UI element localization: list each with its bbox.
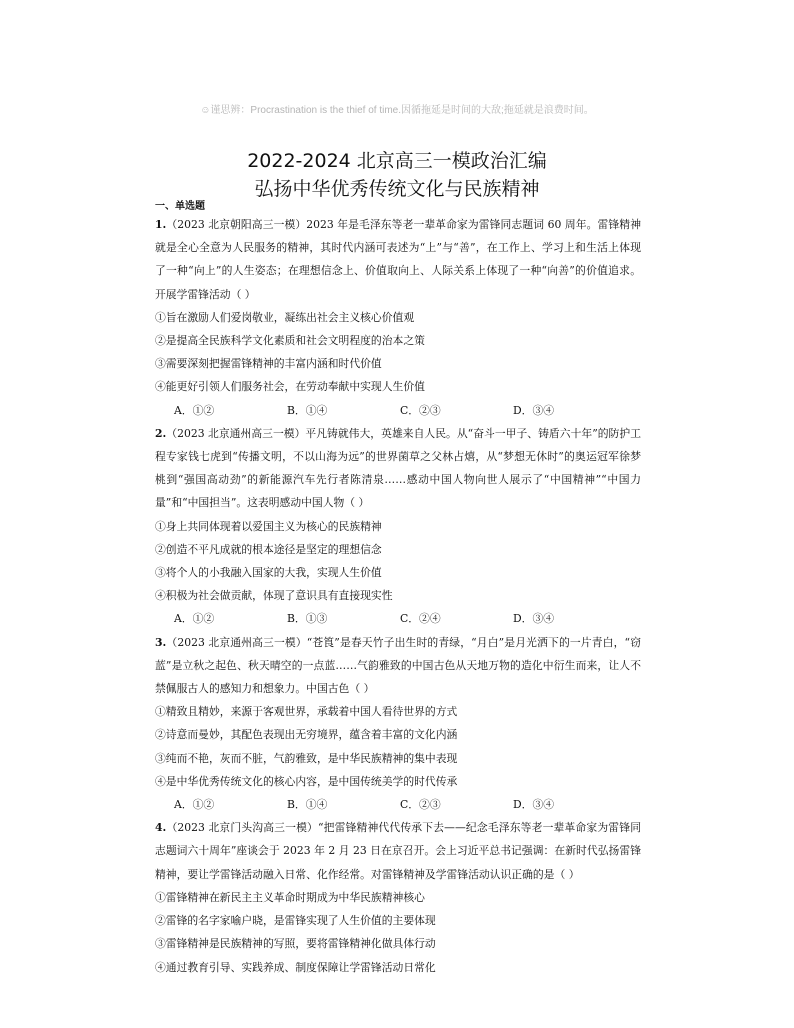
- question-stem: [155, 631, 641, 701]
- question-number: 4.: [155, 821, 167, 835]
- question-stem: [155, 213, 641, 306]
- question-block: [155, 422, 641, 631]
- question-number: 2.: [155, 426, 167, 440]
- answer-option[interactable]: C．②④: [400, 612, 441, 626]
- question-block: [155, 631, 641, 817]
- statement-item: ④通过教育引导、实践养成、制度保障让学雷锋活动日常化: [155, 960, 436, 974]
- answer-option[interactable]: B．①③: [287, 612, 328, 626]
- answer-option[interactable]: B．①④: [287, 403, 328, 417]
- question-block: [155, 816, 641, 978]
- answer-option[interactable]: C．②③: [400, 403, 441, 417]
- statement-item: ③纯而不艳，灰而不脏，气韵雅致，是中华民族精神的集中表现: [155, 751, 458, 765]
- answer-option[interactable]: A．①②: [174, 798, 215, 812]
- answer-option[interactable]: C．②③: [400, 798, 441, 812]
- answer-option[interactable]: A．①②: [174, 403, 215, 417]
- statement-item: ③雷锋精神是民族精神的写照，要将雷锋精神化做具体行动: [155, 937, 436, 951]
- answer-option[interactable]: D．③④: [513, 612, 555, 626]
- question-stem: [155, 816, 641, 886]
- question-block: [155, 213, 641, 422]
- statement-item: ③需要深刻把握雷锋精神的丰富内涵和时代价值: [155, 357, 382, 371]
- answer-option[interactable]: A．①②: [174, 612, 215, 626]
- question-number: 1.: [155, 218, 167, 231]
- statement-item: ③将个人的小我融入国家的大我，实现人生价值: [155, 566, 382, 580]
- section-heading: 一、单选题: [155, 201, 205, 212]
- answer-options: [155, 607, 641, 630]
- statement-item: ①雷锋精神在新民主主义革命时期成为中华民族精神核心: [155, 890, 425, 904]
- answer-option[interactable]: B．①④: [287, 798, 328, 812]
- answer-option[interactable]: D．③④: [513, 798, 555, 812]
- question-text: （2023 北京门头沟高三一模）“把雷锋精神代代传承下去——纪念毛泽东等老一辈革命家为雷锋同志题词六十周年”座谈会于 2023 年 2 月 23 日在京召开。会上习近平总书记强调：在新时代弘扬雷锋精神，要让学雷锋活动融入日常、化作经常。对雷锋精神及学雷锋活动认识正确的是（ ）: [155, 821, 641, 881]
- question-text: （2023 北京通州高三一模）平凡铸就伟大，英雄来自人民。从“奋斗一甲子、铸盾六十年”的防护工程专家钱七虎到“传播文明，不以山海为远”的世界菌草之父林占熺，从“梦想无休时”的奥运冠军徐梦桃到“强国高动劲”的新能源汽车先行者陈清泉……感动中国人物向世人展示了“中国精神”“中国力量”和“中国担当”。这表明感动中国人物（ ）: [155, 426, 641, 510]
- statement-item: ②雷锋的名字家喻户晓，是雷锋实现了人生价值的主要体现: [155, 914, 436, 928]
- question-text: （2023 北京通州高三一模）“苍筤”是春天竹子出生时的青绿，“月白”是月光洒下的一片青白，“窃蓝”是立秋之起色、秋天晴空的一点蓝……气韵雅致的中国古色从天地万物的造化中衍生而来，让人不禁佩服古人的感知力和想象力。中国古色（ ）: [155, 635, 641, 696]
- answer-options: [155, 793, 641, 816]
- watermark-text: ☺谨思辨：Procrastination is the thief of time.因循拖延是时间的大敌;拖延就是浪费时间。: [200, 105, 594, 116]
- answer-options: [155, 399, 641, 422]
- statement-item: ②诗意而曼妙，其配色表现出无穷境界，蕴含着丰富的文化内涵: [155, 728, 458, 742]
- question-list: [155, 213, 641, 979]
- statement-item: ④是中华优秀传统文化的核心内容，是中国传统美学的时代传承: [155, 774, 458, 788]
- questions-content: [155, 200, 641, 979]
- question-number: 3.: [155, 635, 167, 649]
- statement-item: ②创造不平凡成就的根本途径是坚定的理想信念: [155, 542, 382, 556]
- question-stem: [155, 422, 641, 515]
- question-text: （2023 北京朝阳高三一模）2023 年是毛泽东等老一辈革命家为雷锋同志题词 60 周年。雷锋精神就是全心全意为人民服务的精神，其时代内涵可表述为“上”与“善”，在工作上、学习上和生活上体现了一种“向上”的人生姿态；在理想信念上、价值取向上、人际关系上体现了一种“向善”的价值追求。开展学雷锋活动（ ）: [155, 218, 641, 301]
- answer-option[interactable]: D．③④: [513, 403, 555, 417]
- document-title: 2022-2024 北京高三一模政治汇编: [247, 150, 547, 172]
- statement-item: ①精致且精妙，来源于客观世界，承载着中国人看待世界的方式: [155, 705, 458, 719]
- statement-item: ④能更好引领人们服务社会，在劳动奉献中实现人生价值: [155, 380, 425, 394]
- statement-item: ①身上共同体现着以爱国主义为核心的民族精神: [155, 519, 382, 533]
- statement-item: ②是提高全民族科学文化素质和社会文明程度的治本之策: [155, 334, 425, 348]
- statement-item: ④积极为社会做贡献，体现了意识具有直接现实性: [155, 589, 393, 603]
- statement-item: ①旨在激励人们爱岗敬业，凝练出社会主义核心价值观: [155, 310, 415, 324]
- document-subtitle: 弘扬中华优秀传统文化与民族精神: [254, 178, 540, 200]
